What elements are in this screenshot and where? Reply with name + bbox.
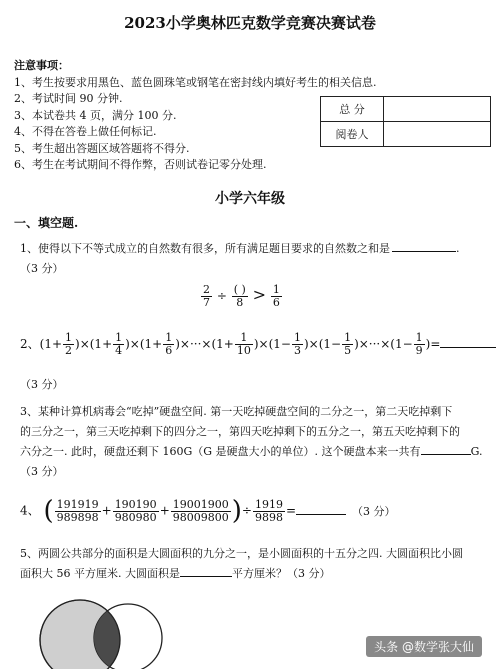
fraction-numerator: 1 [115,331,123,344]
fraction-numerator: 1 [293,331,301,344]
question-1-text: 1、使得以下不等式成立的自然数有很多，所有满足题目要求的自然数之和是 . [20,242,460,255]
fraction-denominator: 6 [165,344,173,357]
divide-sign: ÷ [216,289,227,303]
question-4-expression [20,496,396,526]
answer-blank[interactable] [440,336,496,348]
fraction-numerator: 1 [235,332,253,345]
answer-blank[interactable] [296,503,346,515]
question-2-points: （3 分） [20,378,64,391]
fraction-denominator: 4 [115,344,123,357]
question-3-line: 六分之一. 此时，硬盘还剩下 160G（G 是硬盘大小的单位）. 这个硬盘本来一共有 G. [20,445,483,458]
expr-part: )×(1− [303,337,342,351]
question-1-points: （3 分） [20,262,64,275]
fraction-numerator-blank[interactable]: ( ) [233,283,246,296]
open-paren: ( [43,496,54,526]
notes-item: 4、不得在答卷上做任何标记. [14,125,157,138]
fraction-numerator: 1 [415,331,423,344]
question-3-unit: G. [470,445,483,458]
question-3-points: （3 分） [20,465,64,478]
question-5-line: 5、两圆公共部分的面积是大圆面积的九分之一，是小圆面积的十五分之四. 大圆面积比小圆 [20,547,463,560]
notes-item: 2、考试时间 90 分钟. [14,92,123,105]
question-4-points: （3 分） [352,504,396,518]
answer-blank[interactable] [421,443,471,455]
plus-sign: + [159,503,170,518]
expr-part: )×(1+ [125,337,163,351]
grader-label: 阅卷人 [321,122,384,147]
fraction-denominator: 10 [236,344,251,357]
fraction-numerator: 1 [65,331,73,344]
fraction-numerator: 1 [344,331,352,344]
two-circles-figure [20,592,200,669]
expr-part: )×···×(1+ [175,337,234,351]
expr-part: (1+ [39,337,63,351]
fraction-numerator: 1 [272,283,280,296]
fraction-numerator: 1 [165,331,173,344]
notes-item: 6、考生在考试期间不得作弊，否则试卷记零分处理. [14,158,267,171]
notes-item: 5、考生超出答题区域答题将不得分. [14,141,190,155]
expr-part: )×···×(1− [354,337,413,351]
question-2-expression [20,332,496,357]
grader-field[interactable] [384,122,491,147]
fraction-denominator: 5 [344,344,352,357]
question-5-line: 面积大 56 平方厘米. 大圆面积是 平方厘米？（3 分） [20,567,331,580]
equals-sign: = [285,503,297,518]
close-paren: ) [231,496,242,526]
answer-blank[interactable] [392,240,456,252]
notes-heading: 注意事项： [14,59,69,72]
fraction-numerator: 1919 [254,497,283,511]
expr-part: )×(1− [253,337,291,351]
answer-blank[interactable] [180,565,232,577]
question-3-line: 的三分之一，第三天吃掉剩下的四分之一，第四天吃掉剩下的五分之一，第五天吃掉剩下的 [20,425,460,438]
fraction-denominator: 989898 [56,510,99,524]
question-2-number: 2、 [20,337,40,351]
question-1-inequality [200,284,283,309]
question-1-prompt: 1、使得以下不等式成立的自然数有很多，所有满足题目要求的自然数之和是 [20,242,390,255]
greater-than-sign: > [252,285,267,304]
total-score-label: 总 分 [321,97,384,122]
fraction-numerator: 191919 [56,497,99,511]
grade-heading: 小学六年级 [215,191,285,207]
fraction-numerator: 19001900 [172,497,229,511]
question-4-number: 4、 [20,503,40,518]
watermark: 头条 @数学张大仙 [366,636,482,657]
fraction-numerator: 2 [203,283,210,296]
question-3-text [20,402,482,482]
fraction-denominator: 98009800 [172,510,229,524]
notes-item: 1、考生按要求用黑色、蓝色圆珠笔或钢笔在密封线内填好考生的相关信息. [14,75,377,89]
fraction-denominator: 9898 [254,510,283,524]
notes-item: 3、本试卷共 4 页，满分 100 分. [14,108,177,122]
fraction-denominator: 9 [415,344,423,357]
fraction-denominator: 2 [65,344,73,357]
total-score-field[interactable] [384,97,491,122]
fraction-denominator: 6 [272,296,280,309]
fraction-numerator: 190190 [114,497,157,511]
exam-title: 2023小学奥林匹克数学竞赛决赛试卷 [124,14,376,32]
fraction-denominator: 3 [293,344,301,357]
score-table [320,96,491,147]
fraction-denominator: 7 [203,296,210,309]
fraction-denominator: 980980 [114,510,157,524]
plus-sign: + [101,503,112,518]
divide-sign: ÷ [241,503,252,518]
question-3-line: 3、某种计算机病毒会“吃掉”硬盘空间. 第一天吃掉硬盘空间的二分之一，第二天吃掉剩下 [20,405,453,418]
fraction-denominator: 8 [236,296,244,309]
section-heading: 一、填空题. [14,216,79,230]
question-5-text [20,544,463,584]
expr-part: )×(1+ [75,337,113,351]
expr-part: )= [425,337,441,351]
